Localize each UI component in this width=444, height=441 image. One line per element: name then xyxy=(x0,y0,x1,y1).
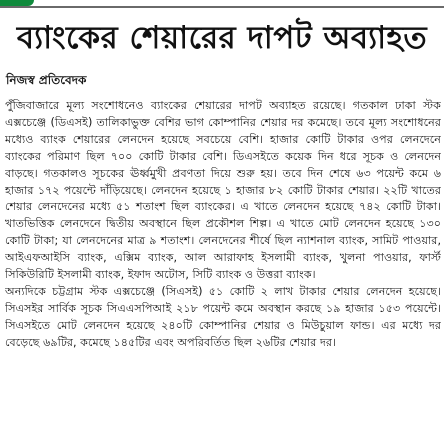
article-paragraph: পুঁজিবাজারে মূল্য সংশোধনেও ব্যাংকের শেয়ারের দাপট অব্যাহত রয়েছে। গতকাল ঢাকা স্টক এক্সচেঞ্জে (ডিএসই) তালিকাভুক্ত বেশির ভাগ কোম্পানির শেয়ার দর কমেছে। তবে মূল্য সংশোধনের মধ্যেও ব্যাংক শেয়ারের লেনদেন হয়েছে সবচেয়ে বেশি। হাজার কোটি টাকার ওপর লেনদেনে ব্যাংকের পরিমাণ ছিল ৭০০ কোটি টাকার বেশি। ডিএসইতে কয়েক দিন ধরে সূচক ও লেনদেন বাড়ছে। গতকালও সূচকের ঊর্ধ্বমুখী প্রবণতা দিয়ে শুরু হয়। তবে দিন শেষে ৬৩ পয়েন্ট কমে ৬ হাজার ১৭২ পয়েন্টে দাঁড়িয়েছে। লেনদেন হয়েছে ১ হাজার ৮২ কোটি টাকার শেয়ার। ২২টি খাতের শেয়ার লেনদেনের মধ্যে ৫১ শতাংশ ছিল ব্যাংকের। এ খাতে লেনদেন হয়েছে ৭৪২ কোটি টাকা। খাতভিত্তিক লেনদেনে দ্বিতীয় অবস্থানে ছিল প্রকৌশল শিল্প। এ খাতে মোট লেনদেন হয়েছে ১৩০ কোটি টাকা; যা লেনদেনের মাত্র ৯ শতাংশ। লেনদেনের শীর্ষে ছিল ন্যাশনাল ব্যাংক, সামিট পাওয়ার, আইএফআইসি ব্যাংক, এক্সিম ব্যাংক, আল আরাফাহ ইসলামী ব্যাংক, খুলনা পাওয়ার, ফার্স্ট সিকিউরিটি ইসলামী ব্যাংক, ইফাদ অটোস, সিটি ব্যাংক ও উত্তরা ব্যাংক। xyxy=(5,99,441,282)
section-tab-accent xyxy=(0,0,34,6)
article-headline: ব্যাংকের শেয়ারের দাপট অব্যাহত xyxy=(16,20,428,56)
top-rule xyxy=(0,0,444,8)
article-body xyxy=(5,98,441,438)
article-paragraph: অন্যদিকে চট্টগ্রাম স্টক এক্সচেঞ্জে (সিএসই) ৫১ কোটি ২ লাখ টাকার শেয়ার লেনদেন হয়েছে। সিএসইর সার্বিক সূচক সিএএসপিআই ২১৮ পয়েন্ট কমে অবস্থান করছে ১৯ হাজার ১৫৩ পয়েন্টে। সিএসইতে মোট লেনদেন হয়েছে ২৪০টি কোম্পানির শেয়ার ও মিউচুয়াল ফান্ড। এর মধ্যে দর বেড়েছে ৬৯টির, কমেছে ১৪৫টির এবং অপরিবর্তিত ছিল ২৬টির শেয়ার দর। xyxy=(5,284,441,349)
article-byline: নিজস্ব প্রতিবেদক xyxy=(6,73,87,87)
